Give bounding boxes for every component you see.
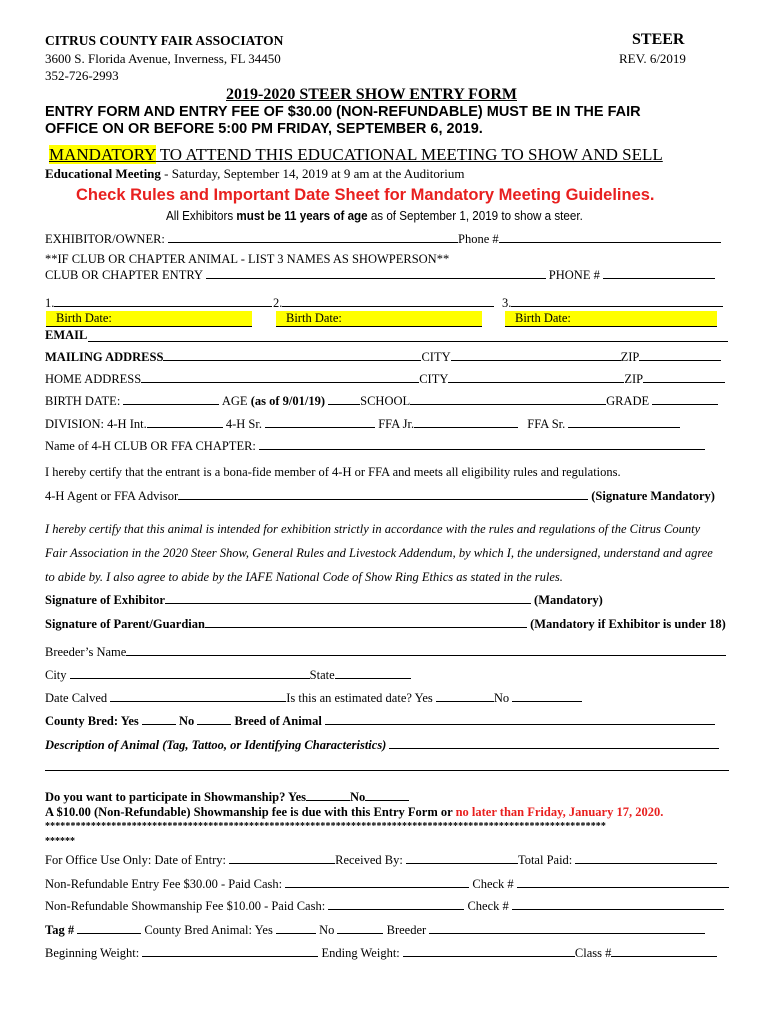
mandatory-rest: TO ATTEND THIS EDUCATIONAL MEETING TO SHOW AND SELL (155, 145, 663, 164)
club-name-field[interactable] (259, 438, 705, 450)
office-ending-label: Ending Weight: (321, 946, 400, 960)
breeder-row (45, 644, 726, 660)
office-breeder-field[interactable] (429, 922, 705, 934)
sig-parent-label: Signature of Parent/Guardian (45, 617, 205, 631)
mailing-label: MAILING ADDRESS (45, 350, 164, 364)
mailing-field[interactable] (163, 349, 421, 361)
meeting-line (45, 166, 464, 182)
division-ffajr-label: FFA Jr. (378, 417, 415, 431)
office-row-3 (45, 898, 724, 914)
grade-label: GRADE (606, 394, 650, 408)
showmanship-yes-field[interactable] (306, 789, 350, 801)
office-tag-label: Tag # (45, 923, 75, 937)
office-tag-field[interactable] (77, 922, 141, 934)
advisor-label: 4-H Agent or FFA Advisor (45, 489, 179, 503)
city-state-row (45, 667, 411, 683)
mandatory-heading (49, 145, 663, 165)
city-label: City (45, 668, 67, 682)
office-entry-fee-label: Non-Refundable Entry Fee $30.00 - Paid Cash: (45, 877, 283, 891)
showperson-2 (273, 295, 494, 311)
division-ffasr-field[interactable] (568, 416, 680, 428)
age-field[interactable] (328, 393, 360, 405)
meeting-text: - Saturday, September 14, 2019 at 9 am at the Auditorium (160, 166, 465, 181)
age-pre: All Exhibitors (166, 209, 237, 223)
birth-date-2[interactable] (276, 311, 482, 327)
estimated-label: Is this an estimated date? Yes (286, 691, 433, 705)
sig-parent-row (45, 616, 726, 632)
division-hsr-label: 4-H Sr. (225, 417, 262, 431)
school-field[interactable] (410, 393, 606, 405)
home-label: HOME ADDRESS (45, 372, 142, 386)
office-row-4 (45, 922, 705, 938)
home-zip-label: ZIP (624, 372, 644, 386)
mailing-city-field[interactable] (451, 349, 621, 361)
org-address: 3600 S. Florida Avenue, Inverness, FL 34450 (45, 51, 281, 66)
county-bred-label: County Bred: Yes (45, 714, 139, 728)
home-zip-field[interactable] (643, 371, 725, 383)
sig-exhibitor-label: Signature of Exhibitor (45, 593, 165, 607)
certify-animal-3: to abide by. I also agree to abide by the IAFE National Code of Show Ring Ethics as stated in the rules. (45, 570, 563, 584)
breed-label: Breed of Animal (234, 714, 322, 728)
num-2: 2. (273, 296, 283, 310)
separator-stars: ************************************************************************************************************** (45, 821, 606, 832)
club-name-label: Name of 4-H CLUB OR FFA CHAPTER: (45, 439, 256, 453)
description-label: Description of Animal (Tag, Tattoo, or Identifying Characteristics) (45, 738, 387, 752)
club-entry-row (45, 267, 715, 283)
sig-exhibitor-mandatory: (Mandatory) (534, 593, 603, 607)
email-field[interactable] (88, 341, 728, 342)
showperson-3 (502, 295, 723, 311)
date-calved-field[interactable] (110, 690, 286, 702)
office-check-2-field[interactable] (512, 898, 724, 910)
sig-exhibitor-row (45, 592, 603, 608)
showperson-2-field[interactable] (282, 295, 494, 307)
form-title: 2019-2020 STEER SHOW ENTRY FORM (226, 86, 518, 103)
num-3: 3. (502, 296, 512, 310)
sig-parent-mandatory: (Mandatory if Exhibitor is under 18) (530, 617, 726, 631)
showmanship-fee-text: A $10.00 (Non-Refundable) Showmanship fee is due with this Entry Form or (45, 805, 456, 819)
showmanship-question (45, 789, 409, 805)
exhibitor-row (45, 231, 721, 247)
exhibitor-field[interactable] (168, 231, 458, 243)
estimated-no-label: No (493, 691, 510, 705)
age-label: AGE (221, 394, 251, 408)
breed-field[interactable] (325, 713, 715, 725)
showmanship-q-label: Do you want to participate in Showmanship? Yes (45, 790, 307, 804)
meeting-label: Educational Meeting (45, 166, 161, 181)
date-calved-label: Date Calved (45, 691, 108, 705)
showmanship-no-field[interactable] (365, 789, 409, 801)
calved-row (45, 690, 582, 706)
city-field[interactable] (70, 667, 310, 679)
grade-field[interactable] (652, 393, 718, 405)
office-row-2 (45, 876, 729, 892)
estimated-yes-field[interactable] (436, 690, 494, 702)
org-name: CITRUS COUNTY FAIR ASSOCIATON (45, 33, 284, 48)
birth-label: BIRTH DATE: (45, 394, 121, 408)
age-asof: (as of 9/01/19) (250, 394, 325, 408)
notice-line-2: OFFICE ON OR BEFORE 5:00 PM FRIDAY, SEPTEMBER 6, 2019. (45, 121, 483, 137)
age-bold: must be 11 years of age (236, 209, 368, 223)
breeder-name-label: Breeder’s Name (45, 645, 127, 659)
showmanship-deadline: no later than Friday, January 17, 2020. (455, 805, 664, 819)
showmanship-no-label: No (350, 790, 366, 804)
office-beginning-label: Beginning Weight: (45, 946, 140, 960)
club-phone-label: PHONE # (548, 268, 600, 282)
office-date-label: For Office Use Only: Date of Entry: (45, 853, 226, 867)
advisor-mandatory: (Signature Mandatory) (591, 489, 715, 503)
division-hsr-field[interactable] (265, 416, 375, 428)
county-bred-row (45, 713, 715, 729)
check-rules: Check Rules and Important Date Sheet for Mandatory Meeting Guidelines. (76, 186, 655, 204)
birth-date-1[interactable] (46, 311, 252, 327)
num-1: 1. (45, 296, 55, 310)
office-county-bred-label: County Bred Animal: Yes (144, 923, 273, 937)
office-check-2-label: Check # (467, 899, 509, 913)
showperson-1-field[interactable] (54, 295, 272, 307)
showperson-1 (45, 295, 272, 311)
phone-label: Phone # (458, 232, 499, 246)
office-class-field[interactable] (611, 945, 717, 957)
division-ffasr-label: FFA Sr. (527, 417, 566, 431)
birth-field[interactable] (123, 393, 219, 405)
club-phone-field[interactable] (603, 267, 715, 279)
office-ending-field[interactable] (403, 945, 575, 957)
mailing-city-label: CITY (421, 350, 451, 364)
office-entry-fee-field[interactable] (285, 876, 469, 888)
division-ffajr-field[interactable] (414, 416, 518, 428)
office-beginning-field[interactable] (142, 945, 318, 957)
mailing-zip-label: ZIP (620, 350, 640, 364)
description-field[interactable] (389, 737, 719, 749)
county-bred-no-field[interactable] (197, 713, 231, 725)
division-int-label: DIVISION: 4-H Int. (45, 417, 147, 431)
office-breeder-label: Breeder (386, 923, 427, 937)
office-county-no-label: No (319, 923, 335, 937)
division-row (45, 416, 680, 432)
showmanship-fee (45, 805, 663, 820)
sig-exhibitor-field[interactable] (165, 592, 531, 604)
certify-animal-2: Fair Association in the 2020 Steer Show, General Rules and Livestock Addendum, by which I, the undersigned, understand and agree (45, 546, 713, 560)
club-entry-label: CLUB OR CHAPTER ENTRY (45, 268, 203, 282)
office-received-label: Received By: (335, 853, 403, 867)
county-bred-yes-field[interactable] (142, 713, 176, 725)
birth-date-3[interactable] (505, 311, 717, 327)
office-county-no-field[interactable] (337, 922, 383, 934)
breeder-name-field[interactable] (126, 644, 726, 656)
notice-line-1: ENTRY FORM AND ENTRY FEE OF $30.00 (NON-REFUNDABLE) MUST BE IN THE FAIR (45, 104, 641, 120)
estimated-no-field[interactable] (512, 690, 582, 702)
description-row (45, 737, 719, 753)
state-label: State (309, 668, 335, 682)
office-class-label: Class # (574, 946, 612, 960)
mailing-row (45, 349, 721, 365)
school-label: SCHOOL (360, 394, 411, 408)
office-date-field[interactable] (229, 852, 335, 864)
certify-member: I hereby certify that the entrant is a bona-fide member of 4-H or FFA and meets all eligibility rules and regulations. (45, 465, 621, 479)
age-requirement (166, 209, 583, 223)
separator-stars-2: ****** (45, 836, 75, 847)
home-city-label: CITY (419, 372, 449, 386)
office-county-yes-field[interactable] (276, 922, 316, 934)
office-row-1 (45, 852, 717, 868)
mandatory-word: MANDATORY (49, 145, 156, 164)
club-note: **IF CLUB OR CHAPTER ANIMAL - LIST 3 NAMES AS SHOWPERSON** (45, 252, 450, 266)
sig-parent-field[interactable] (205, 616, 527, 628)
advisor-row (45, 488, 715, 504)
office-received-field[interactable] (406, 852, 518, 864)
club-entry-field[interactable] (206, 267, 546, 279)
age-post: as of September 1, 2019 to show a steer. (367, 209, 583, 223)
mailing-zip-field[interactable] (639, 349, 721, 361)
birth-row (45, 393, 718, 409)
revision: REV. 6/2019 (619, 51, 686, 66)
email-label: EMAIL (45, 328, 88, 342)
office-total-field[interactable] (575, 852, 717, 864)
office-check-1-field[interactable] (517, 876, 729, 888)
phone-field[interactable] (499, 231, 721, 243)
birth-date-1-label: Birth Date: (56, 311, 112, 325)
office-row-5 (45, 945, 717, 961)
club-name-row (45, 438, 705, 454)
exhibitor-label: EXHIBITOR/OWNER: (45, 232, 165, 246)
home-city-field[interactable] (448, 371, 624, 383)
advisor-field[interactable] (178, 488, 588, 500)
office-total-label: Total Paid: (517, 853, 573, 867)
office-show-fee-field[interactable] (328, 898, 464, 910)
division-int-field[interactable] (147, 416, 223, 428)
home-row (45, 371, 725, 387)
certify-animal-1: I hereby certify that this animal is intended for exhibition strictly in accordance with the rules and regulations of the Citrus County (45, 522, 701, 536)
office-check-1-label: Check # (472, 877, 514, 891)
description-line-2[interactable] (45, 770, 729, 771)
county-bred-no-label: No (179, 714, 195, 728)
animal-type: STEER (632, 31, 685, 48)
birth-date-2-label: Birth Date: (286, 311, 342, 325)
showperson-3-field[interactable] (511, 295, 723, 307)
state-field[interactable] (335, 667, 411, 679)
birth-date-3-label: Birth Date: (515, 311, 571, 325)
home-field[interactable] (141, 371, 419, 383)
office-show-fee-label: Non-Refundable Showmanship Fee $10.00 - Paid Cash: (45, 899, 326, 913)
org-phone: 352-726-2993 (45, 68, 119, 83)
